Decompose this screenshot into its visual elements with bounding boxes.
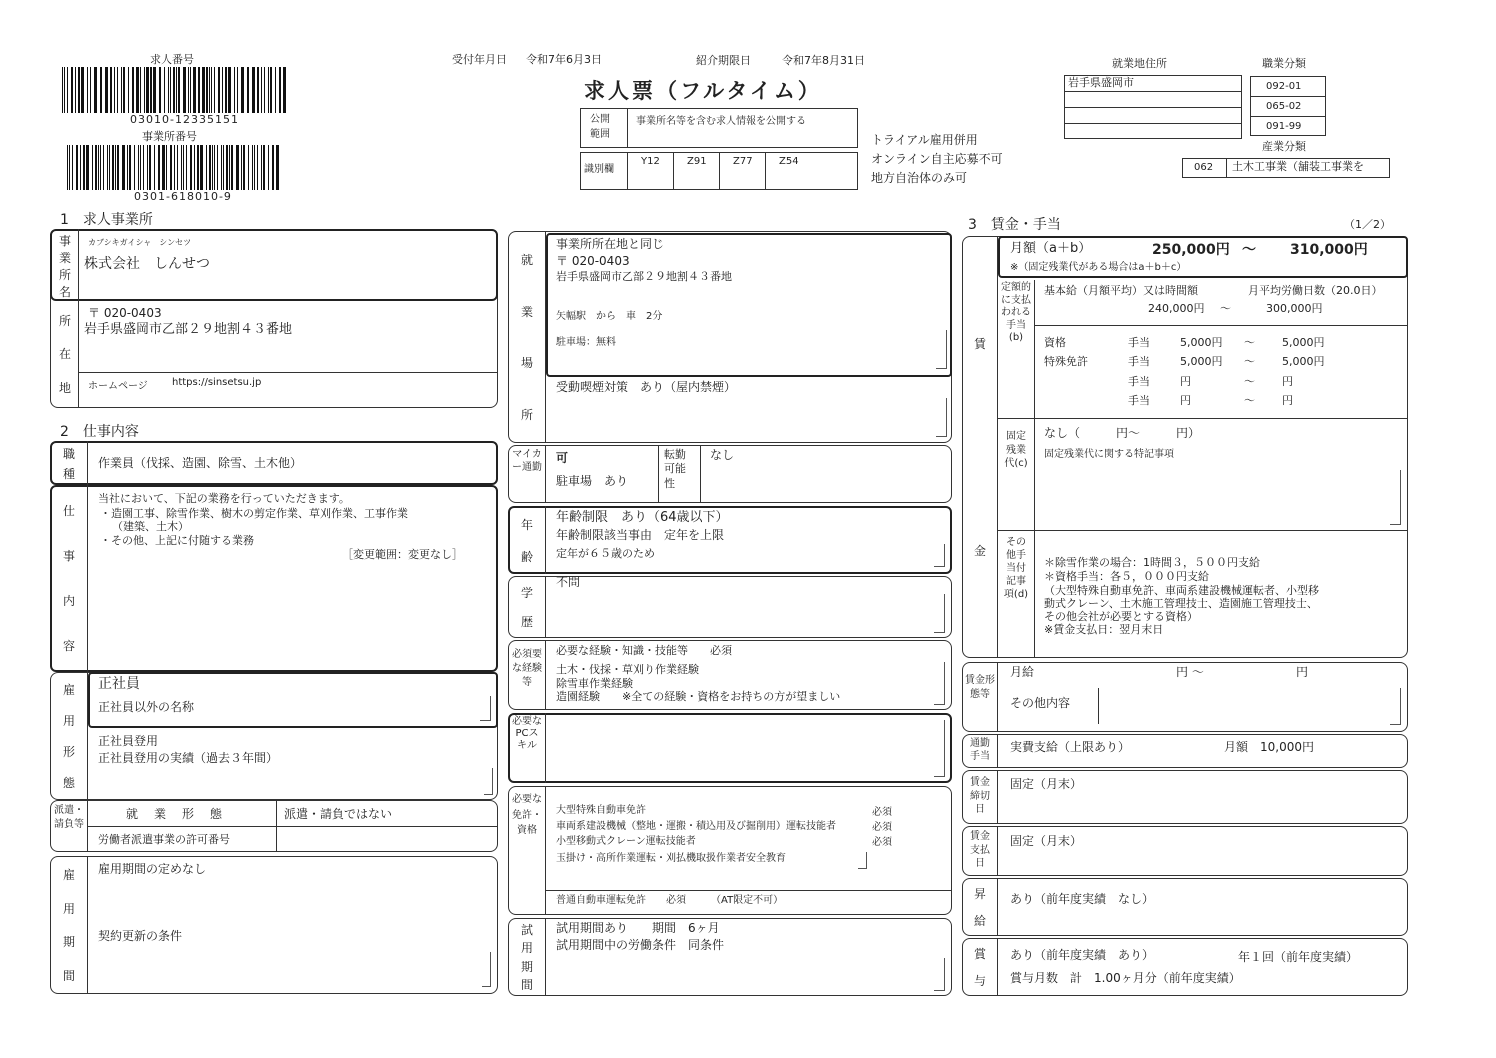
other-line-1: ＊除雪作業の場合：1時間３，５００円支給 <box>1044 556 1260 569</box>
dispatch-value: 派遣・請負ではない <box>284 807 393 821</box>
job-number-label: 求人番号 <box>150 53 194 66</box>
ident-code-2: Z91 <box>687 156 707 167</box>
job-title: 作業員（伐採、造園、除雪、土木他） <box>98 456 303 470</box>
license-label: 必要な免許・資格 <box>512 794 542 836</box>
page-title: 求人票（フルタイム） <box>584 79 822 103</box>
wage-label: 賃 金 <box>973 337 986 558</box>
bonus-box <box>962 938 1408 996</box>
job-desc-line-3: （建築、土木） <box>112 520 189 533</box>
other-line-4: 動式クレーン、土木施工管理技士、造園施工管理技士、 <box>1044 597 1318 610</box>
payday-label: 賃金支払日 <box>970 831 990 869</box>
age-reason-label: 年齢制限該当事由 定年を上限 <box>556 528 725 542</box>
experience-line-3: 造園経験 ※全ての経験・資格をお持ちの方が望ましい <box>556 690 841 703</box>
workplace-same: 事業所所在地と同じ <box>556 237 665 251</box>
monthly-note: ※（固定残業代がある場合はa＋b＋c） <box>1010 262 1187 273</box>
note-local: 地方自治体のみ可 <box>871 171 968 185</box>
renewal-condition: 契約更新の条件 <box>98 929 183 943</box>
education-label: 学 歴 <box>520 586 533 629</box>
bonus-months: 賞与月数 計 1.00ヶ月分（前年度実績） <box>1010 971 1241 985</box>
work-form-label: 就 業 形 態 <box>126 807 225 821</box>
allowance-range-sep: 〜 <box>1244 336 1255 349</box>
workplace-value: 岩手県盛岡市 <box>1068 76 1134 89</box>
closing-label: 賃金締切日 <box>970 777 990 815</box>
allowance-range-sep: 〜 <box>1244 394 1255 407</box>
car-commute-label: マイカー通勤 <box>512 449 542 473</box>
office-number-label: 事業所番号 <box>142 130 197 143</box>
homepage-link[interactable]: https://sinsetsu.jp <box>172 377 262 388</box>
job-class-3: 091-99 <box>1266 121 1302 132</box>
job-number-barcode <box>62 67 288 113</box>
commute-label: 通勤手当 <box>970 738 990 762</box>
job-desc-line-2: ・造園工事、除雪作業、樹木の剪定作業、草刈作業、工事作業 <box>100 507 408 520</box>
dispatch-permit: 労働者派遣事業の許可番号 <box>98 833 230 846</box>
allowance-min: 円 <box>1180 394 1191 407</box>
allowance-name: 資格 <box>1044 336 1066 349</box>
experience-label: 必須要な経験等 <box>512 649 542 688</box>
homepage-label: ホームページ <box>88 381 148 392</box>
ident-code-4: Z54 <box>779 156 799 167</box>
workplace-label: 就業地住所 <box>1112 57 1167 70</box>
ident-code-1: Y12 <box>641 156 660 167</box>
license-3-req: 必須 <box>872 837 892 848</box>
transfer-label: 転勤可能性 <box>664 448 686 490</box>
job-title-label: 職 種 <box>62 446 75 481</box>
office-name: 株式会社 しんせつ <box>84 256 210 272</box>
received-date: 令和7年6月3日 <box>526 53 602 66</box>
allowance-kind: 手当 <box>1128 394 1150 407</box>
workplace-address: 岩手県盛岡市乙部２９地割４３番地 <box>556 270 732 283</box>
fixed-overtime-value: なし（ 円〜 円） <box>1044 426 1201 440</box>
allowance-label: 定額的に支払われる手当(b) <box>1001 282 1031 343</box>
license-1-req: 必須 <box>872 807 892 818</box>
allowance-max: 円 <box>1282 375 1293 388</box>
publish-box <box>580 108 858 148</box>
raise-box <box>962 878 1408 936</box>
avg-days: 月平均労働日数（20.0日） <box>1248 284 1383 297</box>
allowance-name: 特殊免許 <box>1044 355 1088 368</box>
license-1: 大型特殊自動車免許 <box>556 805 646 816</box>
workplace-zip: 〒 020-0403 <box>556 254 630 268</box>
other-allowance-label: その他手当付記事項(d) <box>1003 537 1029 600</box>
industry-label: 産業分類 <box>1262 140 1306 153</box>
other-line-3: （大型特殊自動車免許、車両系建設機械運転者、小型移 <box>1044 584 1319 597</box>
allowance-min: 5,000円 <box>1180 336 1223 349</box>
employment-label: 雇 用 形 態 <box>62 683 75 790</box>
education-value: 不問 <box>556 575 581 589</box>
car-parking: 駐車場 あり <box>556 474 629 488</box>
car-commute-value: 可 <box>556 451 569 465</box>
office-kana: カブシキガイシャ シンセツ <box>88 238 192 247</box>
period-label: 雇 用 期 間 <box>62 868 75 983</box>
driver-license: 普通自動車運転免許 必須 （AT限定不可） <box>556 895 784 906</box>
other-line-2: ＊資格手当：各５，０００円支給 <box>1044 570 1209 583</box>
nearest-station: 矢幅駅 から 車 2分 <box>556 311 663 322</box>
office-zip: 〒 020-0403 <box>88 306 162 320</box>
employment-type: 正社員 <box>98 676 140 692</box>
allowance-max: 5,000円 <box>1282 336 1325 349</box>
pc-skill-label: 必要なPCスキル <box>512 716 542 751</box>
job-class-1: 092-01 <box>1266 81 1302 92</box>
monthly-max: 310,000円 <box>1290 242 1368 258</box>
job-desc-line-4: ・その他、上記に付随する業務 <box>100 534 254 547</box>
ident-label: 識別欄 <box>584 164 614 175</box>
industry-name: 土木工事業（舗装工事業を <box>1232 160 1364 173</box>
license-2: 車両系建設機械（整地・運搬・積込用及び掘削用）運転技能者 <box>556 821 836 832</box>
other-line-5: その他会社が必要とする資格） <box>1044 610 1198 623</box>
dispatch-label: 派遣・請負等 <box>54 805 84 830</box>
fixed-overtime-label: 固定残業代(c) <box>1004 431 1028 469</box>
trial-condition: 試用期間中の労働条件 同条件 <box>556 938 725 952</box>
payday-value: 固定（月末） <box>1010 834 1083 848</box>
change-scope: ［変更範囲：変更なし］ <box>342 548 463 561</box>
office-address: 岩手県盛岡市乙部２９地割４３番地 <box>84 322 293 337</box>
employment-other-name: 正社員以外の名称 <box>98 700 195 714</box>
section2-heading: 2 仕事内容 <box>60 424 139 440</box>
office-name-label: 事 業 所 名 <box>58 234 71 299</box>
job-class-2: 065-02 <box>1266 101 1302 112</box>
wage-form-other: その他内容 <box>1010 696 1071 710</box>
commute-max: 月額 10,000円 <box>1224 740 1314 754</box>
raise-label: 昇 給 <box>973 887 986 928</box>
allowance-range-sep: 〜 <box>1244 375 1255 388</box>
page-indicator: （1／2） <box>1344 218 1391 231</box>
parking: 駐車場：無料 <box>556 337 616 348</box>
note-online: オンライン自主応募不可 <box>871 152 1003 166</box>
raise-value: あり（前年度実績 なし） <box>1010 892 1155 906</box>
pc-skill-box <box>508 713 952 783</box>
allowance-kind: 手当 <box>1128 336 1150 349</box>
section3-heading: 3 賃金・手当 <box>968 217 1061 233</box>
wage-form-yen: 円 〜 <box>1176 665 1204 679</box>
experience-head: 必要な経験・知識・技能等 必須 <box>556 644 732 657</box>
allowance-kind: 手当 <box>1128 375 1150 388</box>
job-number: 03010-12335151 <box>130 113 239 126</box>
wage-form-yen2: 円 <box>1296 665 1309 679</box>
trial-period: 試用期間あり 期間 6ヶ月 <box>556 921 720 935</box>
bonus-value: あり（前年度実績 あり） <box>1010 948 1155 962</box>
base-min: 240,000円 <box>1148 302 1205 315</box>
trial-label: 試 用 期 間 <box>520 922 533 993</box>
base-max: 300,000円 <box>1266 302 1323 315</box>
office-number-barcode <box>67 145 283 190</box>
allowance-kind: 手当 <box>1128 355 1150 368</box>
age-reason: 定年が６５歳のため <box>556 547 655 560</box>
experience-line-2: 除雪車作業経験 <box>556 677 633 690</box>
fixed-overtime-note: 固定残業代に関する特記事項 <box>1044 449 1174 460</box>
note-trial: トライアル雇用併用 <box>871 133 978 147</box>
expiry-label: 紹介期限日 <box>696 54 751 67</box>
job-desc-line-1: 当社において、下記の業務を行っていただきます。 <box>98 492 350 505</box>
closing-value: 固定（月末） <box>1010 777 1083 791</box>
allowance-max: 円 <box>1282 394 1293 407</box>
license-2-req: 必須 <box>872 822 892 833</box>
section1-heading: 1 求人事業所 <box>60 212 153 228</box>
job-desc-label: 仕 事 内 容 <box>62 504 75 653</box>
age-label: 年 齢 <box>520 517 533 564</box>
received-label: 受付年月日 <box>452 53 507 66</box>
bonus-times: 年１回（前年度実績） <box>1238 950 1359 964</box>
promotion: 正社員登用 <box>98 734 159 748</box>
experience-line-1: 土木・伐採・草刈り作業経験 <box>556 663 699 676</box>
period-value: 雇用期間の定めなし <box>98 862 207 876</box>
license-3: 小型移動式クレーン運転技能者 <box>556 836 696 847</box>
commute-value: 実費支給（上限あり） <box>1010 740 1131 754</box>
wage-form-monthly: 月給 <box>1010 665 1035 679</box>
monthly-min: 250,000円 <box>1152 242 1230 258</box>
office-number: 0301-618010-9 <box>134 190 232 203</box>
job-class-label: 職業分類 <box>1262 57 1306 70</box>
allowance-min: 円 <box>1180 375 1191 388</box>
transfer-value: なし <box>710 448 735 462</box>
bonus-label: 賞 与 <box>973 947 986 988</box>
license-4: 玉掛け・高所作業運転・刈払機取扱作業者安全教育 <box>556 853 786 864</box>
publish-label: 公開範囲 <box>590 114 610 140</box>
age-limit: 年齢制限 あり（64歳以下） <box>556 510 729 525</box>
allowance-range-sep: 〜 <box>1244 355 1255 368</box>
workplace-detail-label: 就 業 場 所 <box>520 253 533 422</box>
allowance-min: 5,000円 <box>1180 355 1223 368</box>
office-address-label: 所 在 地 <box>58 314 71 395</box>
promotion-record: 正社員登用の実績（過去３年間） <box>98 751 279 765</box>
base-head: 基本給（月額平均）又は時間額 <box>1044 284 1198 297</box>
publish-value: 事業所名等を含む求人情報を公開する <box>636 116 806 127</box>
allowance-max: 5,000円 <box>1282 355 1325 368</box>
expiry-date: 令和7年8月31日 <box>782 54 865 67</box>
ident-code-3: Z77 <box>733 156 753 167</box>
industry-code: 062 <box>1194 162 1214 173</box>
smoking-policy: 受動喫煙対策 あり（屋内禁煙） <box>556 380 737 394</box>
monthly-label: 月額（a＋b） <box>1010 241 1092 256</box>
other-line-6: ※賃金支払日：翌月末日 <box>1044 623 1164 636</box>
wage-form-label: 賃金形態等 <box>965 675 995 700</box>
